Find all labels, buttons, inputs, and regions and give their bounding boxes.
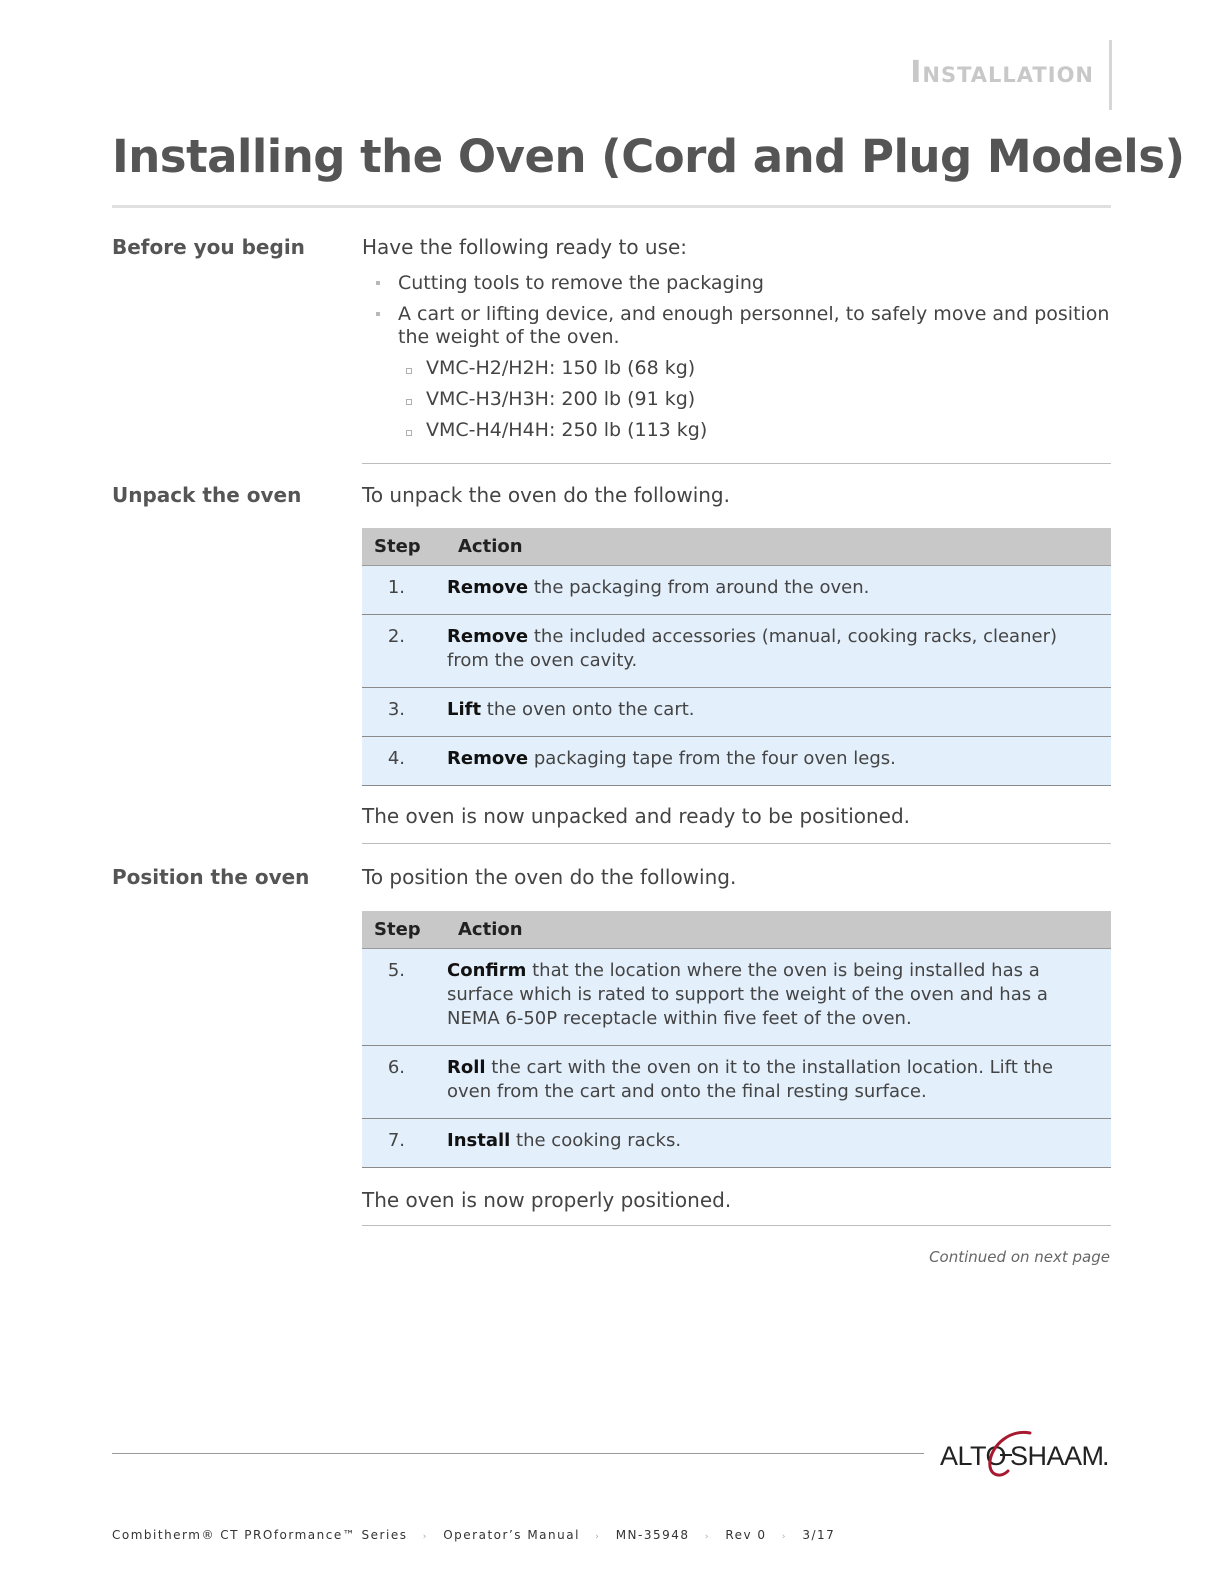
step-number: 2. [362, 615, 405, 688]
title-rule [112, 205, 1111, 208]
section-divider [362, 463, 1111, 464]
before-label: Before you begin [112, 235, 305, 259]
table-row [362, 1046, 1111, 1119]
step-verb: Remove [447, 577, 529, 598]
footer [112, 1528, 835, 1542]
step-verb: Confirm [447, 960, 527, 981]
footer-separator: › [595, 1532, 601, 1542]
page-title: Installing the Oven (Cord and Plug Models) [112, 130, 1185, 183]
logo-text-left: ALTO [940, 1441, 1007, 1471]
table-row [362, 737, 1111, 786]
position-steps-table [362, 911, 1111, 1168]
step-action [447, 615, 1111, 688]
footer-separator: › [422, 1532, 428, 1542]
step-text: the included accessories (manual, cooking racks, cleaner) from the oven cavity. [447, 626, 1057, 671]
step-action [447, 949, 1111, 1046]
footer-product: Combitherm® CT PROformance™ Series [112, 1528, 408, 1542]
before-intro: Have the following ready to use: [362, 235, 688, 259]
table-row [362, 615, 1111, 688]
action-column-header: Action [447, 528, 1111, 566]
step-text: the oven onto the cart. [481, 699, 695, 720]
step-action [447, 688, 1111, 737]
step-number: 5. [362, 949, 405, 1046]
before-content [362, 234, 1111, 450]
step-verb: Remove [447, 748, 529, 769]
section-divider [362, 1225, 1111, 1226]
alto-shaam-logo [940, 1425, 1115, 1485]
step-number: 7. [362, 1119, 405, 1168]
weight-list [398, 357, 1111, 442]
footer-rule [112, 1453, 924, 1454]
bullet-cart [362, 303, 1111, 442]
footer-revision: Rev 0 [725, 1528, 767, 1542]
step-verb: Remove [447, 626, 529, 647]
footer-separator: › [704, 1532, 710, 1542]
table-row [362, 688, 1111, 737]
logo-text-right: SHAAM [1010, 1441, 1104, 1471]
step-text: the cart with the oven on it to the installation location. Lift the oven from the cart and onto the final resting surface. [447, 1057, 1054, 1102]
logo-dot: . [1102, 1441, 1110, 1471]
footer-page-number: 3/17 [802, 1528, 836, 1542]
position-intro: To position the oven do the following. [362, 865, 737, 889]
table-row [362, 1119, 1111, 1168]
step-column-header: Step [362, 911, 447, 949]
footer-doc-number: MN-35948 [615, 1528, 690, 1542]
step-verb: Install [447, 1130, 511, 1151]
unpack-content [362, 482, 1111, 828]
step-text: packaging tape from the four oven legs. [528, 748, 896, 769]
step-action [447, 1046, 1111, 1119]
weight-item: VMC-H3/H3H: 200 lb (91 kg) [398, 388, 1111, 411]
section-divider [362, 843, 1111, 844]
bullet-cart-text: A cart or lifting device, and enough personnel, to safely move and position the weight of the oven. [398, 303, 1110, 348]
step-verb: Roll [447, 1057, 486, 1078]
step-number: 3. [362, 688, 405, 737]
weight-item: VMC-H4/H4H: 250 lb (113 kg) [398, 419, 1111, 442]
section-bar [1109, 40, 1112, 110]
unpack-intro: To unpack the oven do the following. [362, 483, 730, 507]
step-text: that the location where the oven is being installed has a surface which is rated to support the weight of the oven and has a NEMA 6-50P receptacle within five feet of the oven. [447, 960, 1048, 1029]
table-row [362, 949, 1111, 1046]
step-text: the cooking racks. [510, 1130, 682, 1151]
step-action [447, 1119, 1111, 1168]
action-column-header: Action [447, 911, 1111, 949]
table-row [362, 566, 1111, 615]
step-text: the packaging from around the oven. [528, 577, 870, 598]
step-number: 4. [362, 737, 405, 786]
position-label: Position the oven [112, 865, 310, 889]
section-header: Installation [910, 55, 1094, 90]
footer-separator: › [781, 1532, 787, 1542]
continued-note: Continued on next page [929, 1248, 1110, 1266]
table-header-row [362, 911, 1111, 949]
step-column-header: Step [362, 528, 447, 566]
table-header-row [362, 528, 1111, 566]
unpack-outro: The oven is now unpacked and ready to be positioned. [362, 804, 911, 828]
position-content [362, 864, 1111, 1212]
footer-manual: Operator’s Manual [443, 1528, 580, 1542]
bullet-cutting-tools: Cutting tools to remove the packaging [362, 272, 1111, 295]
unpack-steps-table [362, 528, 1111, 786]
step-action [447, 566, 1111, 615]
step-action [447, 737, 1111, 786]
position-outro: The oven is now properly positioned. [362, 1188, 732, 1212]
unpack-label: Unpack the oven [112, 483, 302, 507]
weight-item: VMC-H2/H2H: 150 lb (68 kg) [398, 357, 1111, 380]
step-number: 1. [362, 566, 405, 615]
step-verb: Lift [447, 699, 482, 720]
step-number: 6. [362, 1046, 405, 1119]
before-bullets [362, 272, 1111, 442]
